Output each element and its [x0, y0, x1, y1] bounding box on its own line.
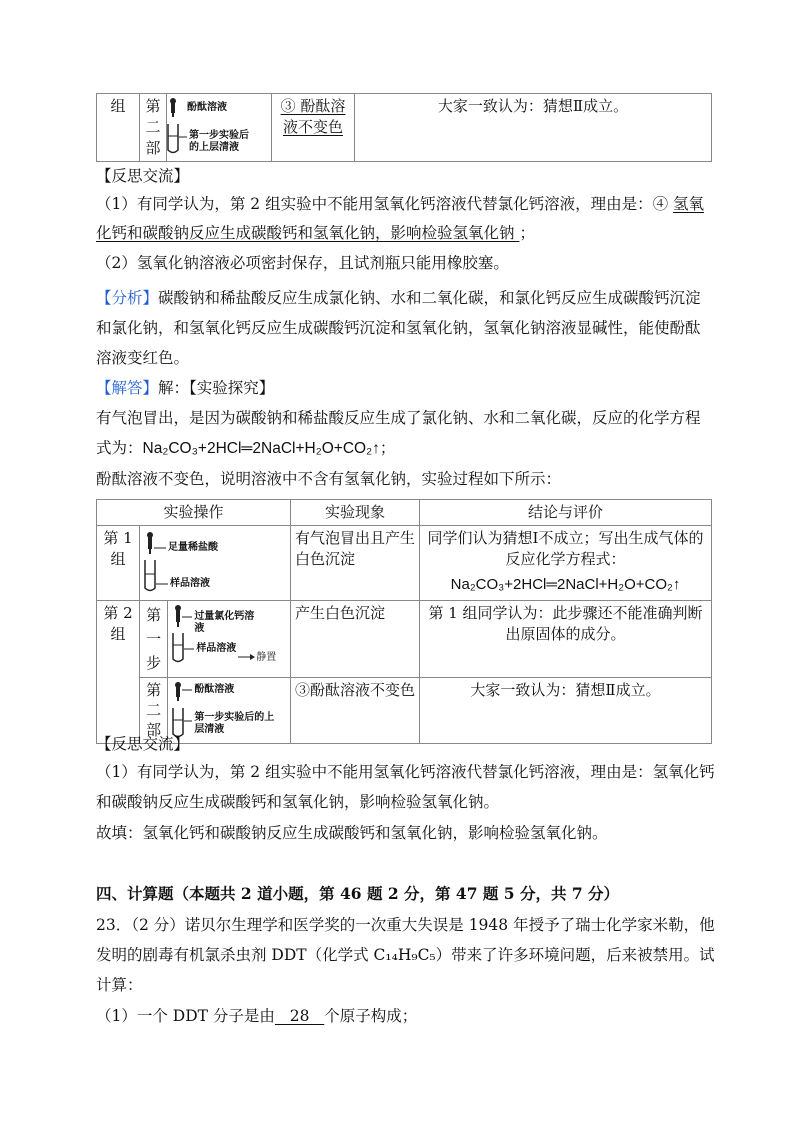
g1-test-tube-icon — [140, 526, 290, 596]
dropper-label: 酚酞溶液 — [187, 102, 227, 113]
experiment-table — [96, 499, 712, 744]
reflect-heading-2: 【反思交流】 — [96, 735, 190, 753]
analysis-line-2: 和氯化钠，和氢氧化钙反应生成碳酸钙沉淀和氢氧化钠，氢氧化钠溶液显碱性，能使酚酞 — [96, 319, 701, 337]
q23-line-1: 23．（2 分）诺贝尔生理学和医学奖的一次重大失误是 1948 年授予了瑞士化学家米勒，他 — [96, 916, 715, 934]
q1-line-2 — [96, 222, 535, 244]
q23-sub-suffix: 个原子构成； — [324, 1007, 418, 1025]
g2-step1-tube-label: 样品溶液 — [196, 643, 237, 654]
answer-line-1: 有气泡冒出，是因为碳酸钠和稀盐酸反应生成了氯化钠、水和二氧化碳，反应的化学方程 — [96, 409, 701, 427]
g1-conclusion-cell — [420, 526, 712, 601]
g1-dropper-label: 足量稀盐酸 — [168, 542, 218, 553]
chemical-equation: Na₂CO₃+2HCl═2NaCl+H₂O+CO₂↑； — [142, 440, 396, 457]
g2-step2-phenomenon: ③酚酞溶液不变色 — [291, 678, 420, 744]
g2-step1-phenomenon: 产生白色沉淀 — [291, 601, 420, 678]
g1-tube-label: 样品溶液 — [170, 578, 210, 589]
answer-line-3: 酚酞溶液不变色，说明溶液中不含有氢氧化钠，实验过程如下所示： — [96, 470, 562, 488]
g1-equation: Na₂CO₃+2HCl═2NaCl+H₂O+CO₂↑ — [450, 576, 681, 593]
answer-head — [96, 377, 274, 399]
answer-head-text: 解：【实验探究】 — [158, 379, 275, 397]
top-step-cell — [140, 94, 167, 162]
g2-step2-tube-label: 第一步实验后的上层清液 — [194, 712, 275, 735]
g1-group: 第 1 组 — [103, 529, 133, 568]
step-text: 第二部 — [145, 97, 161, 157]
q23-line-2: 发明的剧毒有机氯杀虫剂 DDT（化学式 C₁₄H₉C₅）带来了许多环境问题，后来被禁用。试 — [96, 946, 715, 964]
header-operation: 实验操作 — [97, 500, 291, 526]
q23-line-3: 计算： — [96, 976, 143, 994]
phenomenon-text: ③ 酚酞溶液不变色 — [280, 97, 346, 136]
top-conclusion-cell — [355, 94, 712, 162]
top-group-cell — [97, 94, 140, 162]
header-phenomenon: 实验现象 — [291, 500, 420, 526]
g2-group-cell — [97, 601, 140, 744]
g1-operation-cell — [140, 526, 291, 601]
top-phenomenon-cell — [272, 94, 355, 162]
reflect-line-2: 和碳酸钠反应生成碳酸钙和氢氧化钠，影响检验氢氧化钠。 — [96, 793, 500, 811]
analysis-line-1 — [96, 287, 701, 309]
answer-line-2-prefix: 式为： — [96, 439, 143, 457]
q23-sub-answer: 28 — [274, 1007, 325, 1025]
conclusion-text: 大家一致认为：猜想Ⅱ成立。 — [437, 97, 629, 115]
dropper-tube-figure — [167, 94, 271, 156]
section-title: 四、计算题（本题共 2 道小题，第 46 题 2 分，第 47 题 5 分，共 7 分） — [96, 884, 620, 903]
g1-figure — [140, 526, 290, 588]
analysis-line-3: 溶液变红色。 — [96, 349, 190, 367]
q1-answer-1: 氢氧 — [673, 195, 705, 213]
fill-line: 故填：氢氧化钙和碳酸钠反应生成碳酸钙和氢氧化钠，影响检验氢氧化钠。 — [96, 824, 608, 842]
analysis-text-1: 碳酸钠和稀盐酸反应生成氯化钠、水和二氧化碳，和氯化钙反应生成碳酸钙沉淀 — [158, 289, 701, 307]
g2-step1: 第一步 — [146, 606, 162, 672]
q2-line: （2）氢氧化钠溶液必项密封保存，且试剂瓶只能用橡胶塞。 — [96, 254, 509, 272]
g2-step2-conclusion: 大家一致认为：猜想Ⅱ成立。 — [420, 678, 712, 744]
answer-tag: 【解答】 — [96, 379, 159, 397]
g2-step1-operation — [168, 601, 291, 678]
g1-conclusion: 同学们认为猜想Ⅰ不成立；写出生成气体的反应化学方程式： — [427, 529, 704, 568]
tube-label: 第一步实验后的上层清液 — [189, 130, 249, 153]
g1-group-cell — [97, 526, 140, 601]
g2-step2-dropper-label: 酚酞溶液 — [194, 684, 235, 695]
g2-step1-figure — [168, 601, 284, 669]
q1-suffix: ； — [519, 224, 535, 242]
top-table — [96, 93, 712, 162]
g2-step2-figure — [168, 678, 284, 740]
g1-phenomenon: 有气泡冒出且产生白色沉淀 — [291, 526, 420, 601]
q1-line-1 — [96, 193, 704, 215]
answer-line-2 — [96, 437, 395, 460]
top-operation-cell — [167, 94, 272, 162]
g2-step1-conclusion: 第 1 组同学认为：此步骤还不能准确判断出原固体的成分。 — [420, 601, 712, 678]
g2-step2: 第二部 — [146, 681, 162, 739]
q23-sub-1 — [96, 1005, 417, 1027]
g2-step1-rest-label: 静置 — [256, 652, 277, 663]
header-conclusion: 结论与评价 — [420, 500, 712, 526]
g2-step1-dropper-label: 过量氯化钙溶液 — [194, 611, 255, 634]
g2-step1-cell — [140, 601, 168, 678]
reflect-heading-1: 【反思交流】 — [96, 167, 190, 185]
q23-sub-prefix: （1）一个 DDT 分子是由 — [96, 1007, 275, 1025]
analysis-tag: 【分析】 — [96, 289, 159, 307]
q1-answer-2: 化钙和碳酸钠反应生成碳酸钙和氢氧化钠，影响检验氢氧化钠 — [96, 224, 520, 242]
g2-group: 第 2 组 — [103, 604, 133, 643]
reflect-line-1: （1）有同学认为，第 2 组实验中不能用氢氧化钙溶液代替氯化钙溶液，理由是：氢氧化钙 — [96, 763, 715, 781]
group-text: 组 — [110, 97, 126, 115]
q1-prefix: （1）有同学认为，第 2 组实验中不能用氢氧化钙溶液代替氯化钙溶液，理由是：④ — [96, 195, 674, 213]
